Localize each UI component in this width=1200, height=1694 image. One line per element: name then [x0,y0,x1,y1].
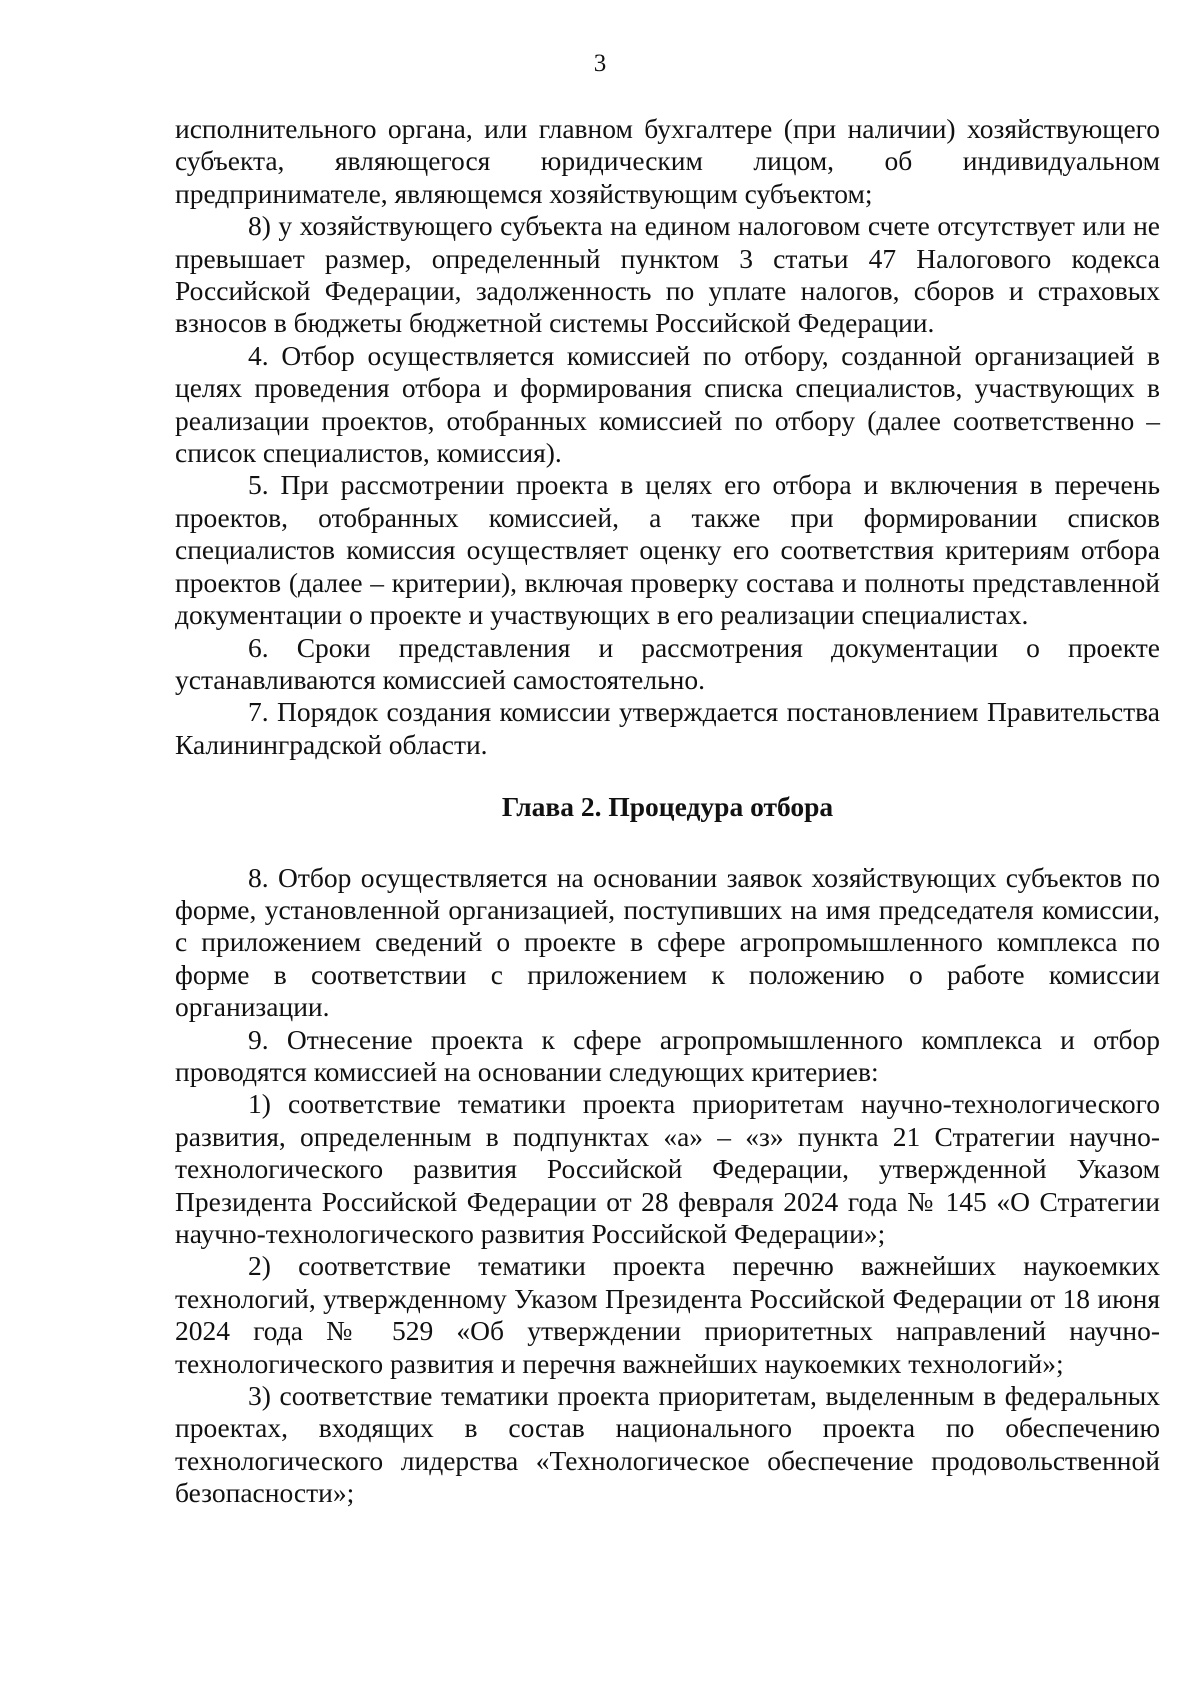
paragraph-6: 6. Сроки представления и рассмотрения документации о проекте устанавливаются комиссией самостоятельно. [175,631,1160,695]
page-number: 3 [593,50,607,77]
paragraph-5: 5. При рассмотрении проекта в целях его отбора и включения в перечень проектов, отобранных комиссией, а также при формировании списков специалистов комиссия осуществляет оценку его соответствия критериям отбора проектов (далее – критерии), включая проверку состава и полноты представленной документации о проекте и участвующих в его реализации специалистах. [175,469,1160,631]
paragraph-continuation: исполнительного органа, или главном бухгалтере (при наличии) хозяйствующего субъекта, являющегося юридическим лицом, об индивидуальном предпринимателе, являющемся хозяйствующим субъектом; [175,113,1160,209]
paragraph-9: 9. Отнесение проекта к сфере агропромышленного комплекса и отбор проводятся комиссией на основании следующих критериев: [175,1023,1160,1087]
chapter-heading: Глава 2. Процедура отбора [501,791,834,823]
document-body [175,113,1160,1510]
criterion-1: 1) соответствие тематики проекта приоритетам научно-технологического развития, определенным в подпунктах «а» – «з» пункта 21 Стратегии научно-технологического развития Российской Федерации, утвержденной Указом Президента Российской Федерации от 28 февраля 2024 года № 145 «О Стратегии научно-технологического развития Российской Федерации»; [175,1088,1160,1249]
paragraph-4: 4. Отбор осуществляется комиссией по отбору, созданной организацией в целях проведения отбора и формирования списка специалистов, участвующих в реализации проектов, отобранных комиссией по отбору (далее соответственно – список специалистов, комиссия). [175,339,1160,469]
criterion-2: 2) соответствие тематики проекта перечню важнейших наукоемких технологий, утвержденному Указом Президента Российской Федерации от 18 июня 2024 года № 529 «Об утверждении приоритетных направлений научно-технологического развития и перечня важнейших наукоемких технологий»; [175,1250,1160,1379]
paragraph-item-8: 8) у хозяйствующего субъекта на едином налоговом счете отсутствует или не превышает размер, определенный пунктом 3 статьи 47 Налогового кодекса Российской Федерации, задолженность по уплате налогов, сборов и страховых взносов в бюджеты бюджетной системы Российской Федерации. [175,210,1160,339]
paragraph-8: 8. Отбор осуществляется на основании заявок хозяйствующих субъектов по форме, установленной организацией, поступивших на имя председателя комиссии, с приложением сведений о проекте в сфере агропромышленного комплекса по форме в соответствии с приложением к положению о работе комиссии организации. [175,861,1160,1023]
paragraph-7: 7. Порядок создания комиссии утверждается постановлением Правительства Калининградской области. [175,696,1160,760]
criterion-3: 3) соответствие тематики проекта приоритетам, выделенным в федеральных проектах, входящих в состав национального проекта по обеспечению технологического лидерства «Технологическое обеспечение продовольственной безопасности»; [175,1380,1160,1509]
